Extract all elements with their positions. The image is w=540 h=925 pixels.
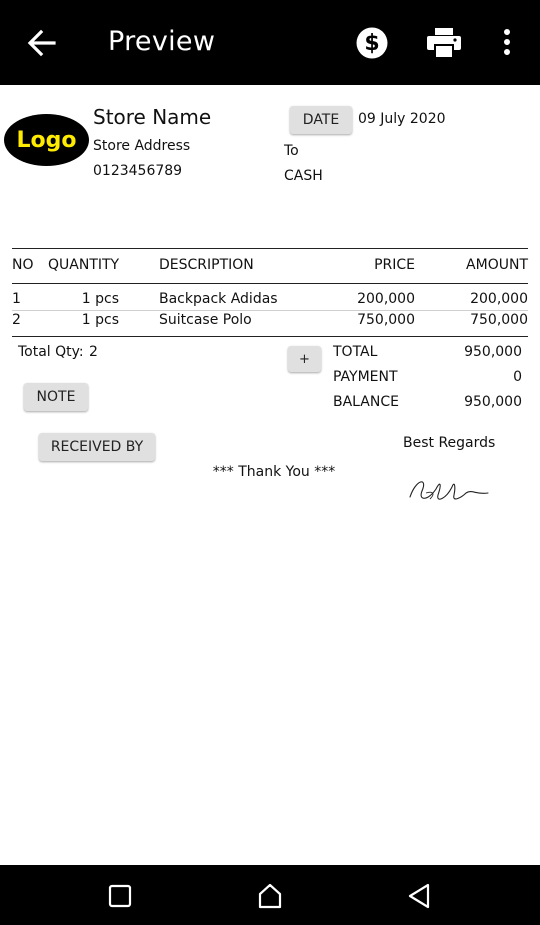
received-by-button[interactable]: RECEIVED BY	[39, 433, 155, 461]
row-amount: 750,000	[470, 312, 528, 328]
col-header-description: DESCRIPTION	[159, 257, 254, 273]
row-price: 200,000	[357, 291, 415, 307]
to-label: To	[284, 143, 299, 159]
store-name: Store Name	[93, 105, 212, 129]
thank-you-note: *** Thank You ***	[212, 464, 336, 480]
home-icon[interactable]	[256, 882, 284, 910]
add-item-button[interactable]: +	[288, 346, 321, 372]
date-value: 09 July 2020	[358, 111, 446, 127]
page-title: Preview	[108, 26, 216, 57]
col-header-amount: AMOUNT	[466, 257, 528, 273]
col-header-no: NO	[12, 257, 34, 273]
row-price: 750,000	[357, 312, 415, 328]
store-address: Store Address	[93, 138, 191, 154]
signature-image	[406, 471, 492, 507]
row-divider	[12, 310, 528, 311]
invoice-preview	[0, 85, 540, 865]
logo-text: Logo	[16, 127, 77, 153]
total-qty-value: 2	[89, 344, 98, 360]
payment-value: 0	[513, 369, 522, 385]
col-header-quantity: QUANTITY	[48, 257, 120, 273]
row-quantity: 1 pcs	[81, 291, 119, 307]
app-bar	[0, 0, 540, 85]
total-qty-label: Total Qty:	[18, 344, 84, 360]
payment-label: PAYMENT	[333, 369, 398, 385]
store-phone: 0123456789	[93, 163, 183, 179]
system-nav-bar	[0, 865, 540, 925]
table-top-rule	[12, 248, 528, 249]
date-button[interactable]: DATE	[290, 106, 352, 134]
dollar-icon[interactable]	[356, 27, 388, 59]
row-quantity: 1 pcs	[81, 312, 119, 328]
row-no: 1	[12, 291, 21, 307]
col-header-price: PRICE	[374, 257, 415, 273]
table-header-rule	[12, 283, 528, 284]
row-no: 2	[12, 312, 21, 328]
print-icon[interactable]	[427, 28, 461, 58]
more-vert-icon[interactable]	[498, 28, 516, 58]
row-description: Suitcase Polo	[159, 312, 252, 328]
row-amount: 200,000	[470, 291, 528, 307]
balance-value: 950,000	[464, 394, 522, 410]
total-value: 950,000	[464, 344, 522, 360]
best-regards: Best Regards	[403, 435, 496, 451]
svg-text:$: $	[364, 31, 380, 56]
table-bottom-rule	[12, 336, 528, 337]
row-description: Backpack Adidas	[159, 291, 278, 307]
back-triangle-icon[interactable]	[405, 882, 433, 910]
note-button[interactable]: NOTE	[24, 383, 88, 411]
store-logo	[4, 114, 89, 166]
recents-square-icon[interactable]	[106, 882, 134, 910]
to-value: CASH	[284, 168, 323, 184]
arrow-left-icon[interactable]	[26, 28, 58, 58]
balance-label: BALANCE	[333, 394, 399, 410]
total-label: TOTAL	[333, 344, 378, 360]
